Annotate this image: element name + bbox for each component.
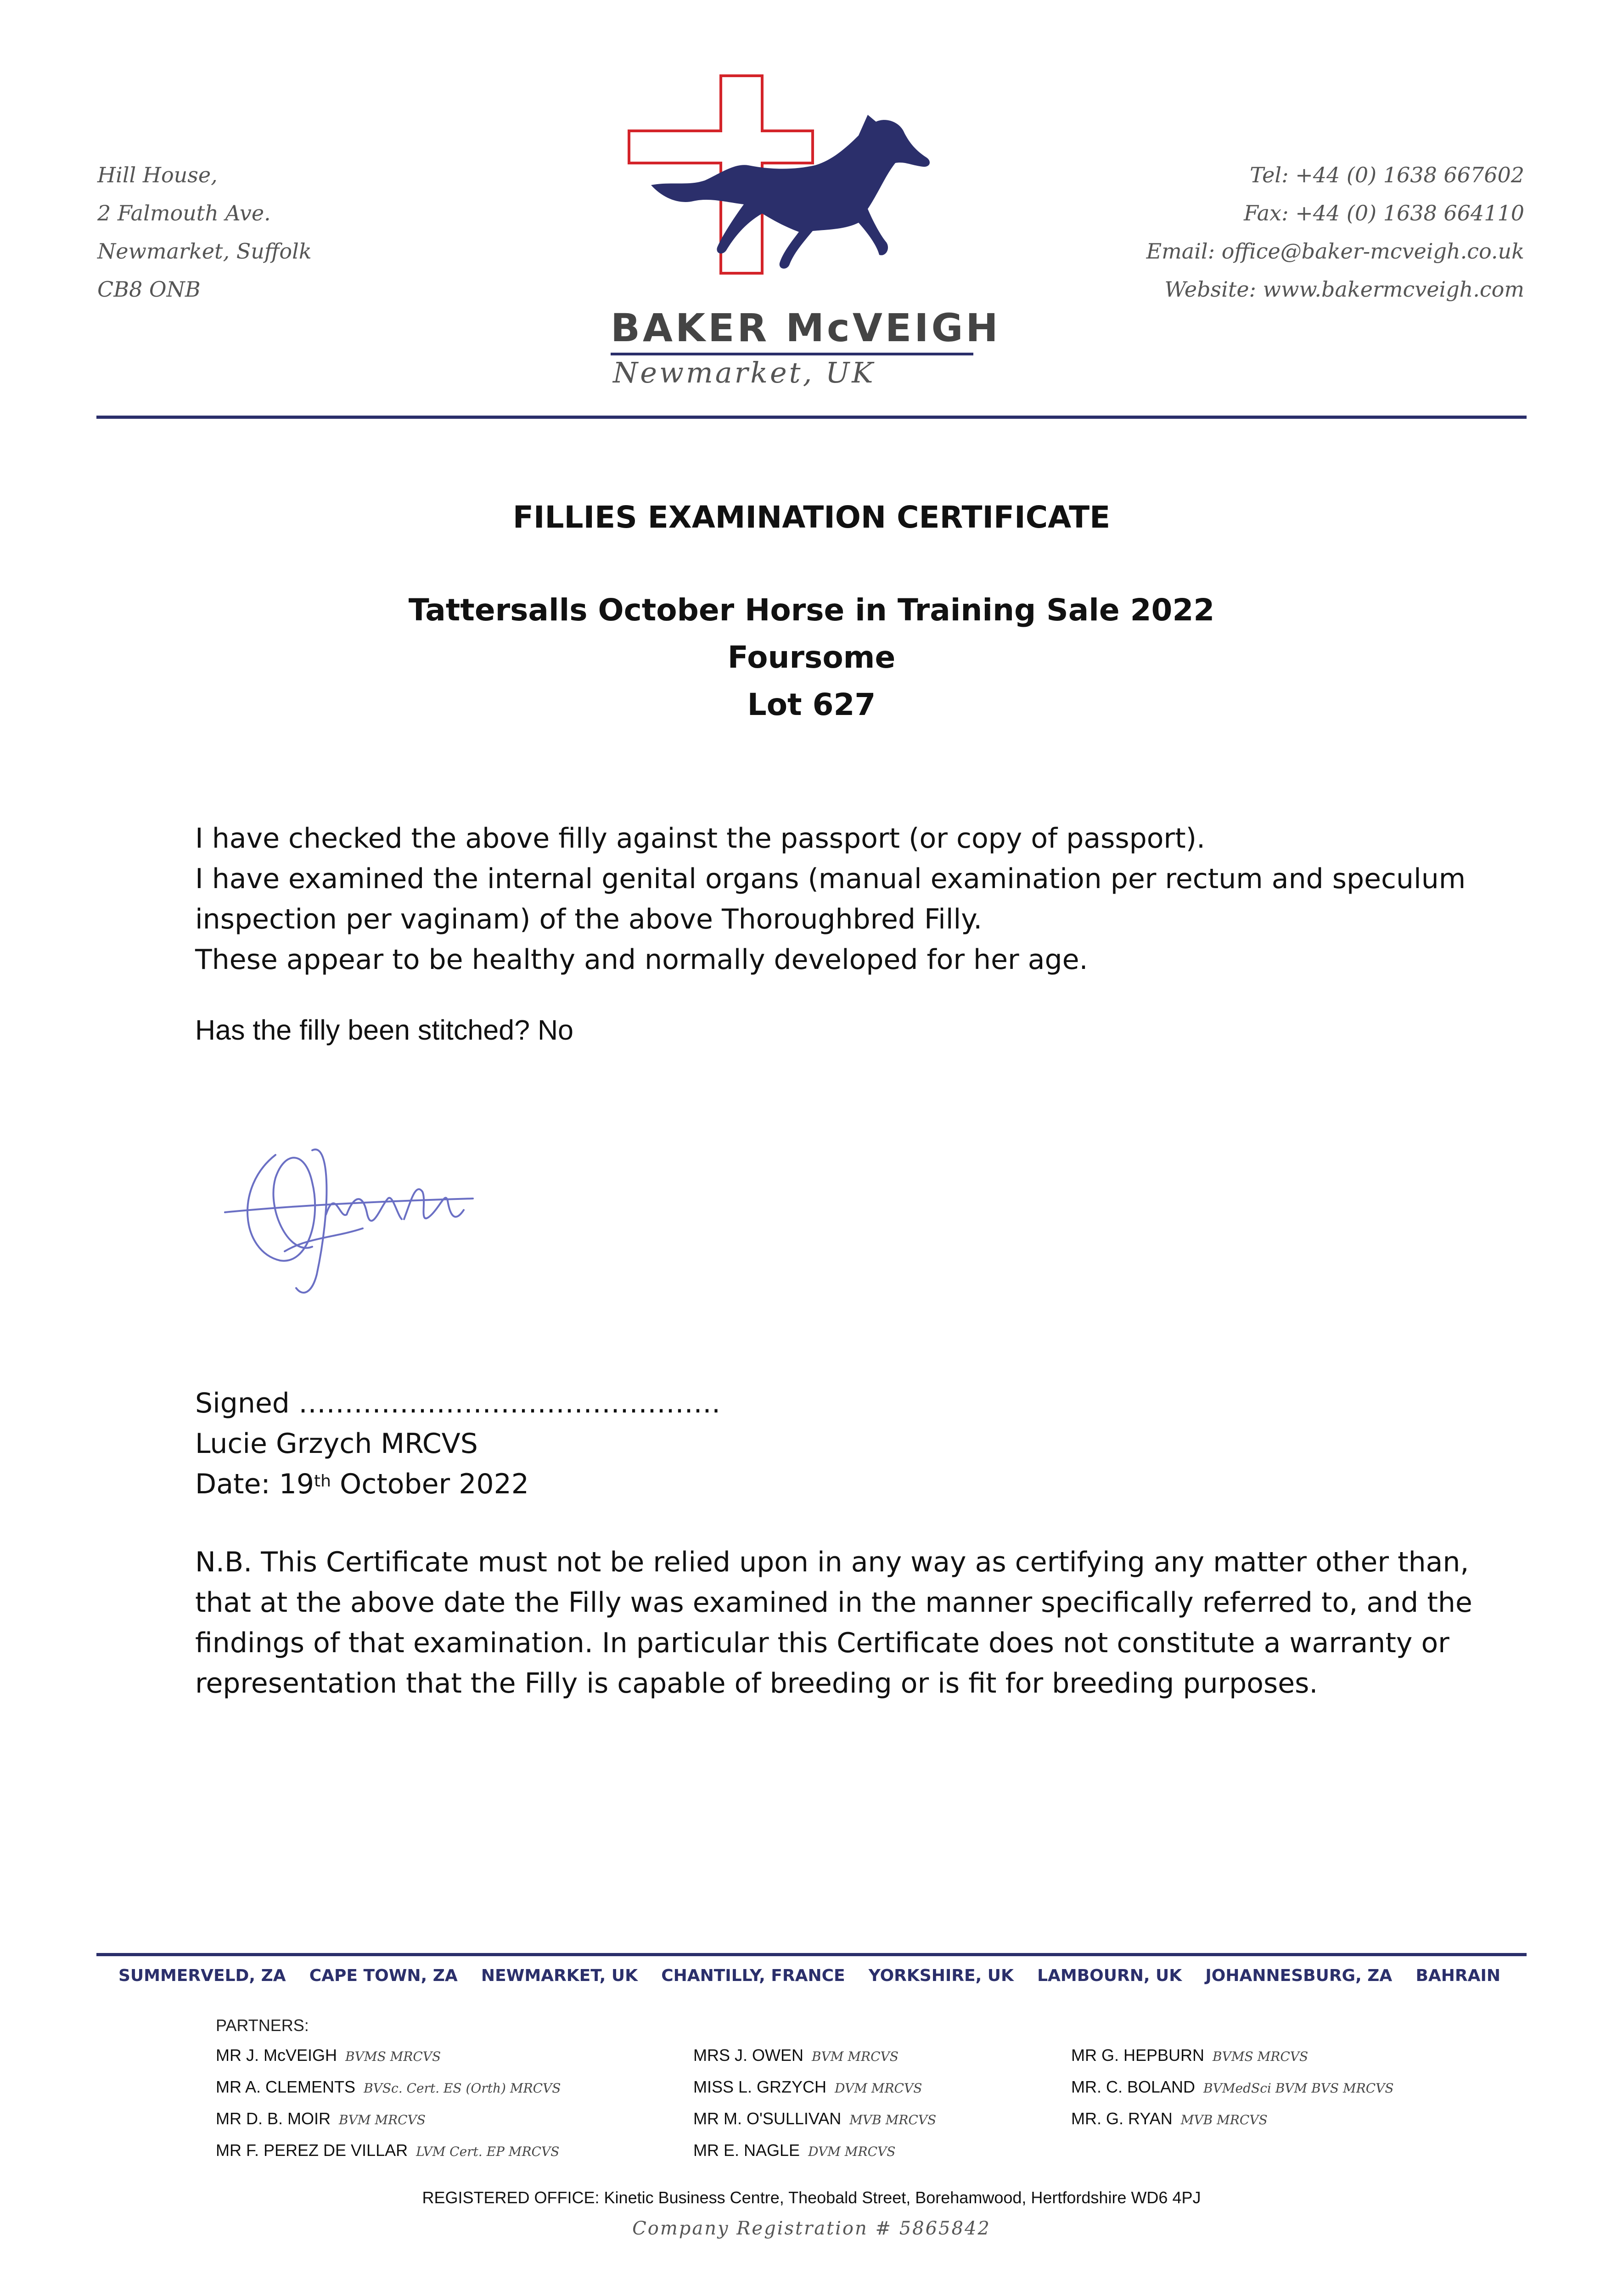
- address-line: 2 Falmouth Ave.: [97, 201, 271, 225]
- horse-name: Foursome: [727, 640, 896, 675]
- certificate-title: FILLIES EXAMINATION CERTIFICATE: [512, 500, 1111, 535]
- partner-entry: MR G. HEPBURN BVMS MRCVS: [1071, 2046, 1309, 2065]
- statement-line: inspection per vaginam) of the above Thoroughbred Filly.: [195, 903, 983, 935]
- header-divider: [96, 416, 1527, 419]
- address-line: CB8 ONB: [97, 277, 201, 302]
- location: CAPE TOWN, ZA: [309, 1966, 458, 1985]
- partner-entry: MR. C. BOLAND BVMedSci BVM BVS MRCVS: [1071, 2077, 1394, 2096]
- contact-fax: Fax: +44 (0) 1638 664110: [1243, 201, 1524, 225]
- partner-entry: MR. G. RYAN MVB MRCVS: [1071, 2109, 1268, 2128]
- contact-phone: Tel: +44 (0) 1638 667602: [1250, 163, 1524, 187]
- statement-line: These appear to be healthy and normally developed for her age.: [195, 944, 1088, 976]
- location: JOHANNESBURG, ZA: [1205, 1966, 1393, 1985]
- company-registration: Company Registration # 5865842: [632, 2218, 991, 2239]
- location: YORKSHIRE, UK: [868, 1966, 1014, 1985]
- company-address: [97, 156, 312, 309]
- location: LAMBOURN, UK: [1037, 1966, 1182, 1985]
- handwritten-signature: [216, 1100, 500, 1302]
- disclaimer-line: N.B. This Certificate must not be relied upon in any way as certifying any matter other than,: [195, 1546, 1469, 1578]
- partners-column-2: [693, 2046, 936, 2172]
- horse-icon: [651, 115, 930, 269]
- logo-wordmark: BAKER McVEIGH: [611, 305, 1001, 350]
- address-line: Hill House,: [97, 163, 218, 187]
- partners-column-1: [216, 2046, 561, 2172]
- disclaimer-line: findings of that examination. In particular this Certificate does not constitute a warranty or: [195, 1627, 1449, 1659]
- location: NEWMARKET, UK: [481, 1966, 638, 1985]
- company-contact: [1146, 156, 1524, 309]
- statement-line: I have examined the internal genital organs (manual examination per rectum and speculum: [195, 863, 1466, 895]
- stitched-question: Has the filly been stitched? No: [195, 1014, 573, 1046]
- partner-entry: MR M. O'SULLIVAN MVB MRCVS: [693, 2109, 937, 2128]
- disclaimer-line: representation that the Filly is capable of breeding or is fit for breeding purposes.: [195, 1667, 1318, 1699]
- partner-entry: MRS J. OWEN BVM MRCVS: [693, 2046, 899, 2065]
- partner-entry: MR J. McVEIGH BVMS MRCVS: [216, 2046, 441, 2065]
- signed-line: Signed ……………………………………….: [195, 1387, 721, 1419]
- logo-divider: [611, 353, 973, 355]
- contact-email: Email: office@baker-mcveigh.co.uk: [1146, 239, 1524, 264]
- statement-line: I have checked the above filly against the passport (or copy of passport).: [195, 822, 1206, 855]
- partners-column-3: [1071, 2046, 1394, 2141]
- address-line: Newmarket, Suffolk: [97, 239, 312, 264]
- disclaimer-line: that at the above date the Filly was examined in the manner specifically referred to, and the: [195, 1587, 1472, 1619]
- location: SUMMERVELD, ZA: [118, 1966, 286, 1985]
- registered-office: REGISTERED OFFICE: Kinetic Business Centre, Theobald Street, Borehamwood, Hertfordshire WD6 4PJ: [422, 2188, 1201, 2207]
- location: CHANTILLY, FRANCE: [661, 1966, 845, 1985]
- footer-divider: [96, 1953, 1527, 1956]
- partner-entry: MR D. B. MOIR BVM MRCVS: [216, 2109, 426, 2128]
- partner-entry: MR E. NAGLE DVM MRCVS: [693, 2141, 896, 2160]
- disclaimer: [195, 1542, 1472, 1704]
- signature-block: [195, 1383, 720, 1504]
- logo-subtitle: Newmarket, UK: [613, 356, 876, 389]
- partner-entry: MISS L. GRZYCH DVM MRCVS: [693, 2077, 922, 2096]
- contact-website: Website: www.bakermcveigh.com: [1164, 277, 1524, 302]
- sale-name: Tattersalls October Horse in Training Sale 2022: [408, 592, 1215, 628]
- examination-statement: [195, 818, 1481, 980]
- partner-entry: MR F. PEREZ DE VILLAR LVM Cert. EP MRCVS: [216, 2141, 560, 2160]
- signature-date: Date: 19th October 2022: [195, 1468, 529, 1500]
- office-locations: [118, 1966, 1500, 1985]
- partner-entry: MR A. CLEMENTS BVSc. Cert. ES (Orth) MRCVS: [216, 2077, 561, 2096]
- lot-number: Lot 627: [747, 687, 876, 722]
- signatory-name: Lucie Grzych MRCVS: [195, 1428, 478, 1460]
- location: BAHRAIN: [1415, 1966, 1500, 1985]
- partners-heading: PARTNERS:: [216, 2016, 309, 2035]
